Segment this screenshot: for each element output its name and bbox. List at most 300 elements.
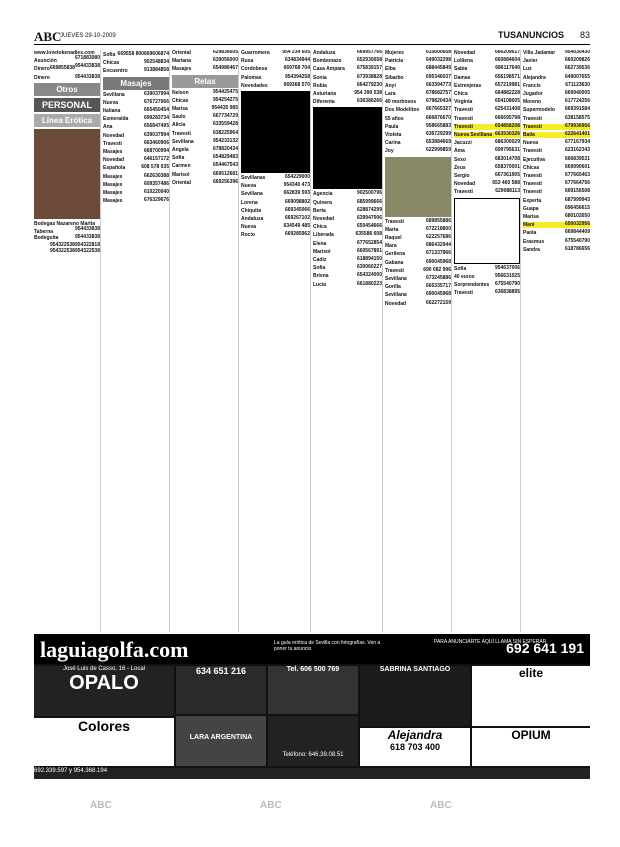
classified-ad [241, 83, 310, 89]
classified-ad-title: Bombonazo [313, 58, 342, 65]
classified-ad-title: Elba [385, 66, 396, 73]
classified-ad [103, 60, 169, 66]
classified-ad-title: Masajes [172, 66, 192, 73]
classified-ad-title: Bodegas Nazareno Marita [34, 220, 96, 227]
banner-cta: PARA ANUNCIARTE AQUÍ LLAMA SIN ESPERAR [434, 639, 547, 645]
classified-ad [454, 181, 520, 187]
classified-ad-title: Sevillanas [241, 175, 266, 182]
classified-ad-title: Rusa [241, 58, 254, 65]
classified-ad-title: Travesti [454, 123, 473, 130]
classified-ad-phone: 622641401 [564, 131, 590, 138]
classified-ad-title: Novedades [241, 82, 268, 89]
classified-ad-phone: 608 578 035 [141, 164, 169, 171]
classified-ad [313, 200, 382, 206]
classified-ad-phone: 654858208 [494, 122, 520, 129]
classified-ad-phone: 667361905 [494, 172, 520, 179]
classified-ad-phone: 646157172 [143, 156, 169, 163]
classified-ad-phone: 673938828 [356, 73, 382, 80]
ad-footer-phones-text: 692.339.597 y 954.368.194 [34, 768, 108, 774]
column-5 [313, 50, 383, 632]
classified-ad [241, 232, 310, 238]
classified-ad [313, 216, 382, 222]
classified-ad-phone: 689855886 [425, 217, 451, 224]
classified-ad [523, 140, 590, 146]
classified-ad-phone: 661880223 [356, 280, 382, 287]
classified-ad-title: Damas [454, 74, 471, 81]
classified-ad-phone: 665335717 [425, 283, 451, 290]
classified-ad-title: Violeta [385, 132, 402, 139]
classified-ad-phone: 695346037 [425, 73, 451, 80]
ad-lara-name: LARA ARGENTINA [189, 734, 253, 741]
classified-ad [523, 230, 590, 236]
classified-ad-title: Paula [385, 123, 399, 130]
classified-ad-title: Andaluza [241, 216, 264, 223]
classified-ad [241, 191, 310, 197]
classified-ad-title: Oriental [172, 50, 191, 56]
classified-ad-title: Raquel [385, 235, 402, 242]
classified-ad-phone: 660209826 [564, 57, 590, 64]
classified-ad-phone: 623162343 [564, 147, 590, 154]
classified-ad [523, 198, 590, 204]
classified-ad [313, 83, 382, 89]
classified-ad-title: Cordobesa [241, 66, 268, 73]
classified-ad [103, 174, 169, 180]
classified-ad-phone: 954433838 [74, 73, 100, 80]
advert-chicas-telefonos [454, 198, 520, 264]
classified-ad [454, 124, 520, 130]
classified-ad [385, 99, 451, 105]
classified-ad-phone: 629836605 [212, 50, 238, 55]
classified-ad-title: Sevillana [103, 91, 125, 98]
classified-ad-phone: 654829483 [212, 154, 238, 161]
classified-ad-phone: 958665883 [425, 122, 451, 129]
classified-ad [103, 157, 169, 163]
ad-sabrina [360, 666, 470, 726]
classified-ad-title: Novedad [454, 50, 476, 56]
classified-ad-title: Sevillana [385, 276, 407, 283]
classified-ad-phone: 954322538 [74, 247, 100, 254]
classified-ad-phone: 677665463 [564, 172, 590, 179]
classified-ad-title: Agencia [313, 191, 333, 198]
classified-ad-title: Javier [523, 58, 538, 65]
classified-ad-title: Cadiz [313, 257, 327, 264]
classified-ad [454, 116, 520, 122]
column-3 [172, 50, 239, 632]
classified-ad-phone: 666839531 [564, 155, 590, 162]
banner-phone: 692 641 191 [506, 640, 584, 656]
classified-ad-phone: 669512681 [212, 170, 238, 177]
classified-ad [172, 106, 238, 112]
classified-ad-title: Sofía [454, 265, 467, 272]
classified-ad [523, 75, 590, 81]
classified-ad-title: Carmen [172, 163, 191, 170]
classified-ad [241, 75, 310, 81]
classified-ad-phone: 669345066 [284, 206, 310, 213]
classified-ad-phone: 686117640 [495, 65, 520, 72]
classified-ad-phone: 669098802 [284, 198, 310, 205]
classified-ad-title: Lorena [241, 199, 258, 206]
classified-ad-phone: 954254275 [212, 96, 238, 103]
classified-ad [103, 149, 169, 155]
classified-ad-title: Sevillana [172, 138, 194, 145]
classified-ad-phone: 667665327 [425, 106, 451, 113]
classified-ad-phone: 660884604 [494, 57, 520, 64]
classified-ad-title: Anyi [385, 82, 396, 89]
classified-ad [313, 66, 382, 72]
classified-ad-phone: 690045968 [425, 291, 451, 298]
classified-ad [385, 276, 451, 282]
classified-ad [313, 249, 382, 255]
classified-ad [103, 198, 169, 204]
classified-ad-phone: 665450454 [143, 107, 169, 114]
classified-ad-title: Marta [385, 226, 399, 233]
classified-ad-phone: 617724256 [564, 98, 590, 105]
classified-ad-phone: 669267102 [284, 215, 310, 222]
classified-ad-phone: 664279230 [356, 81, 382, 88]
classified-ad-title: Sexo [454, 156, 466, 163]
classified-ad [103, 165, 169, 171]
classified-ad-title: Chica [454, 91, 468, 98]
classified-ad [172, 172, 238, 178]
classified-ad [385, 107, 451, 113]
classified-ad-phone: 660567891 [356, 247, 382, 254]
classified-ad-title: Chicas [103, 60, 120, 67]
classified-ad-title: Guapa [523, 205, 539, 212]
classified-ad [385, 58, 451, 64]
classified-ad-title: Joy [385, 148, 394, 155]
classified-ad-phone: 653884669 [425, 139, 451, 146]
classified-ad [523, 165, 590, 171]
classified-ad [385, 124, 451, 130]
classified-ad [523, 214, 590, 220]
watermark: ABC [90, 800, 112, 811]
classified-ad-title: Patricia [385, 58, 404, 65]
classified-ad [313, 191, 382, 197]
classified-ad-title: Andaluza [313, 50, 336, 56]
classified-ad [454, 58, 520, 64]
classified-ad [385, 91, 451, 97]
classified-ad-title: Chicas [172, 97, 189, 104]
classified-ad-title: Oriental [172, 179, 191, 186]
classified-ad [103, 116, 169, 122]
ad-telefono-number: Teléfono: 646.39.08.51 [282, 752, 344, 758]
classified-ad-title: Luz [523, 66, 532, 73]
classified-ad-phone: 662839 593 [283, 190, 310, 197]
classified-ad-title: Novedad [313, 216, 335, 223]
column-6 [385, 50, 452, 632]
classified-ad [454, 50, 520, 56]
classified-ad-phone: 628874299 [356, 206, 382, 213]
classified-ad-title: Ejecutiva [523, 156, 545, 163]
classified-ad-title: Travesti [523, 123, 542, 130]
ad-phone-1-number: 634 651 216 [195, 666, 247, 676]
classified-ad-phone: 664882228 [494, 90, 520, 97]
classified-ad [454, 107, 520, 113]
advert-photo [34, 129, 100, 219]
classified-ad [454, 148, 520, 154]
classified-ad-phone: 672218800 [425, 225, 451, 232]
classified-ad-title: Travesti [454, 107, 473, 114]
classified-ad-phone: 618894150 [356, 256, 382, 263]
classified-ad [385, 268, 451, 274]
classified-ad-title: Sorprendentes [454, 282, 490, 289]
watermark: ABC [430, 800, 452, 811]
classified-ad-phone: 662272159 [425, 299, 451, 306]
classified-ad [385, 284, 451, 290]
classified-ad-phone: 668700994 [143, 148, 169, 155]
classified-ad-title: Mara [385, 243, 397, 250]
classified-ad-phone: 610220040 [143, 189, 169, 196]
classified-ad [313, 241, 382, 247]
classified-ad-title: Gorilla [385, 284, 401, 291]
classified-ad-phone: 954233132 [212, 137, 238, 144]
classified-ad-phone: 650032956 [564, 221, 590, 228]
classified-ad-title: Masajes [103, 149, 123, 156]
classified-ad-phone: 633559428 [212, 121, 238, 128]
classified-ad [523, 181, 590, 187]
classified-ad-phone: 669391584 [564, 106, 590, 113]
classified-ad-title: Zeus [454, 164, 466, 171]
advert-amigas [385, 157, 451, 217]
classified-ad-phone: 699283734 [143, 115, 169, 122]
column-1 [34, 50, 101, 632]
classified-ad-title: Alejandra [523, 74, 546, 81]
classified-ad [241, 66, 310, 72]
classified-ad-phone: 625431408 [494, 106, 520, 113]
classified-ad [454, 266, 520, 272]
ad-sabrina-name: SABRINA SANTIAGO [379, 666, 451, 673]
classified-ad [523, 83, 590, 89]
classified-ad-title: 55 años [385, 115, 404, 122]
classified-ad-phone: 662630388 [143, 172, 169, 179]
classified-ad-phone: 634549 485 [283, 223, 310, 230]
classified-ad-title: Rocío [241, 232, 255, 239]
classified-ad-phone: 658370001 [494, 163, 520, 170]
classified-ad-phone: 690 082 996 [423, 266, 451, 273]
classified-ad-phone: 666209617 [494, 50, 520, 55]
classified-ad-phone: 954340 473 [283, 182, 310, 189]
section-band-linea-erotica: Línea Erótica [34, 114, 100, 127]
classified-ad-phone: 630060227 [356, 264, 382, 271]
classified-ad-phone: 686432944 [425, 242, 451, 249]
classified-ad-title: Paola [523, 230, 537, 237]
classified-ad [241, 216, 310, 222]
classified-ad-title: Saulo [172, 114, 186, 121]
classified-ad-title: Travesti [385, 267, 404, 274]
ad-alejandra [360, 728, 470, 766]
classified-ad-title: Travesti [172, 130, 191, 137]
classified-ad-phone: 649007655 [564, 73, 590, 80]
classified-ad-phone: 671337966 [425, 250, 451, 257]
classified-ad-title: Española [103, 165, 126, 172]
ad-alejandra-name: Alejandra [387, 728, 443, 742]
classified-ad-title: Marisol [313, 248, 331, 255]
classified-ad [454, 75, 520, 81]
classified-ad-title: Casa Ampara [313, 66, 345, 73]
classified-ad-title: www.lovetokenadies.com [34, 50, 95, 56]
classified-ad [523, 247, 590, 253]
classified-ad-title: Sonia [313, 74, 327, 81]
classified-ad-title: Asturiana [313, 91, 337, 98]
classified-ad [241, 183, 310, 189]
classified-ad [313, 75, 382, 81]
classified-ad-phone: 650454666 [356, 223, 382, 230]
classified-ad [523, 58, 590, 64]
classified-ad-title: Novedad [454, 181, 476, 188]
section-band-masajes: Masajes [103, 77, 169, 90]
classified-ad [172, 139, 238, 145]
ad-elite-name: elite [518, 666, 543, 680]
classified-ad-phone: 634834944 [284, 57, 310, 64]
classified-ad [172, 155, 238, 161]
classified-ad-phone: 687999943 [564, 196, 590, 203]
classified-ad [172, 58, 238, 64]
classified-ad-phone: 954433838 [74, 234, 100, 241]
classified-ad [523, 66, 590, 72]
classified-ad [313, 58, 382, 64]
classified-ad-title: Marisa [523, 214, 539, 221]
classified-ad-phone: 954 390 538 [354, 90, 382, 97]
classified-ad [172, 163, 238, 169]
classified-ad-phone: 683014708 [494, 155, 520, 162]
classified-ad [523, 239, 590, 245]
classified-ad-phone: 669256396 [212, 178, 238, 185]
classified-ad-title: Masajes [103, 181, 123, 188]
laguiagolfa-banner [34, 634, 590, 664]
classified-ad-phone: 669768 704 [283, 65, 310, 72]
classified-ad [172, 98, 238, 104]
classified-ad-phone: 635586 608 [355, 231, 382, 238]
classified-ad-phone: 696456615 [564, 204, 590, 211]
classified-ad [454, 91, 520, 97]
ad-opalo-name: OPALO [69, 672, 139, 694]
classified-ad [313, 282, 382, 288]
classified-ad [385, 66, 451, 72]
classified-ad [172, 131, 238, 137]
classified-ad [313, 232, 382, 238]
classified-ad-phone: 954433838 [74, 226, 100, 233]
classified-ad-title: Novedad [103, 157, 125, 164]
ad-elite [472, 666, 590, 726]
section-band-otros: Otros [34, 83, 100, 96]
classified-ad-phone: 654986467 [212, 65, 238, 72]
classified-ad-phone: 954394258 [284, 73, 310, 80]
classified-ad-title: Rubia [313, 82, 327, 89]
classified-ad [385, 243, 451, 249]
classified-ad-title: Travesti [523, 148, 542, 155]
classified-ad-phone: 956631025 [494, 272, 520, 279]
section-band-relax: Relax [172, 75, 238, 88]
classified-ad [241, 224, 310, 230]
classified-ad-title: Nueva [241, 224, 257, 231]
classified-ad [523, 132, 590, 138]
classified-ad [241, 175, 310, 181]
classified-ad-phone: 639947006 [356, 215, 382, 222]
classified-ad-title: Novedad [103, 132, 125, 139]
classified-ad [454, 83, 520, 89]
classified-ad-title: Lucía [313, 281, 327, 288]
classified-ad-phone: 653 460 588 [492, 180, 520, 187]
ad-opalo-address: José Luis de Casso, 16 - Local [62, 666, 146, 672]
classified-ad-phone: 654324000 [356, 272, 382, 279]
classified-ad-title: Dinero [34, 66, 50, 73]
classified-ad [172, 114, 238, 120]
classified-ad [523, 50, 590, 56]
classified-ad-title: Francis [523, 82, 541, 89]
classified-ad-phone: 615600658 [425, 50, 451, 55]
classified-ad-phone: 676727066 [143, 98, 169, 105]
classified-ad [523, 173, 590, 179]
newspaper-logo: ABC [34, 29, 62, 44]
classified-ad-phone: 902548834 [143, 59, 169, 66]
classified-ad-phone: 622999859 [425, 147, 451, 154]
classified-ad-title: Moreno [523, 99, 542, 106]
classified-ad-phone: 654229000 [284, 174, 310, 181]
classified-ad-title: Travesti [454, 290, 473, 297]
ad-colores [34, 718, 174, 766]
classified-ad-phone: 902500796 [356, 190, 382, 197]
classified-ad-phone: 677167934 [564, 139, 590, 146]
page-header [34, 30, 590, 45]
classified-ad-title: Mani [523, 222, 535, 229]
classified-ad [523, 206, 590, 212]
classified-ad-phone: 638225964 [212, 129, 238, 136]
classified-ad-title: Travesti [103, 140, 122, 147]
classified-ad [313, 224, 382, 230]
classified-ad [385, 251, 451, 257]
classified-ad-title: Carina [385, 140, 401, 147]
classified-ad [385, 292, 451, 298]
classified-ad-phone: 669558 800 [117, 51, 144, 57]
classified-ad [103, 133, 169, 139]
classified-ad [454, 99, 520, 105]
classified-ad-title: Ana [103, 124, 113, 131]
classified-ad [454, 290, 520, 296]
classified-ad [103, 182, 169, 188]
classified-ad-phone: 671883080 [74, 55, 100, 62]
classified-ad-title: Palomas [241, 74, 262, 81]
classified-ad-phone: 663394773 [425, 81, 451, 88]
classified-ad-title: Baila [523, 132, 535, 139]
classified-ad-title: Dos Modelitos [385, 107, 420, 114]
classified-ad-title: Diferenta [313, 99, 335, 106]
banner-title: laguiagolfa.com [40, 637, 189, 662]
classified-ad-title: Alicia [172, 122, 186, 129]
classified-ad [454, 140, 520, 146]
ad-footer-phones [34, 768, 590, 779]
classified-ad-phone: 954030430 [564, 50, 590, 55]
watermark: ABC [260, 800, 282, 811]
classified-ad [241, 208, 310, 214]
classified-ad-title: Sevillana [385, 292, 407, 299]
section-band-personal: PERSONAL [34, 98, 100, 112]
classified-ad-title: Marisol [172, 171, 190, 178]
classified-ad-title: Lara [385, 91, 396, 98]
issue-date: JUEVES 29-10-2009 [60, 33, 116, 39]
classified-ad-phone: 675540790 [494, 281, 520, 288]
classified-ad [385, 227, 451, 233]
classified-ad-phone: 954322538 [49, 242, 75, 249]
classified-ad-title: Sergio [454, 173, 470, 180]
classified-ad-title: Marisa [172, 106, 188, 113]
classified-ad-title: Villa Jadamar [523, 50, 556, 56]
classified-ad-phone: 669844409 [564, 229, 590, 236]
classified-ad [523, 157, 590, 163]
classified-ad-phone: 686300029 [494, 139, 520, 146]
classified-ad [523, 189, 590, 195]
classified-ad-title: 40 euros [454, 273, 475, 280]
classified-ad [313, 257, 382, 263]
